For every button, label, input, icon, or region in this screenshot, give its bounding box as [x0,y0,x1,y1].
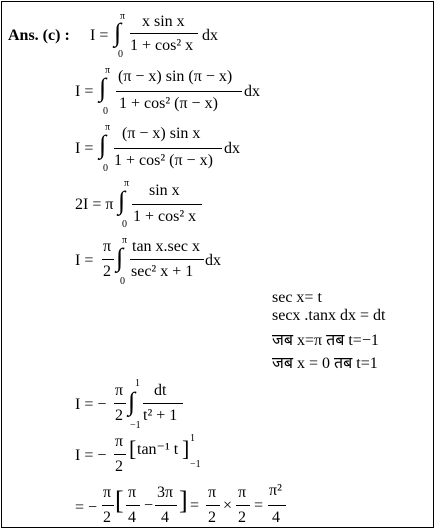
numerator-6: dt [154,382,167,399]
bracket-close-8: ] [179,486,188,515]
coef-den-6: 2 [115,407,123,424]
numerator-4: sin x [149,182,180,199]
coef-num-5: π [103,238,112,255]
equals-8b: = [254,497,264,514]
integral-sign-5: ∫ [116,243,124,272]
substitution-note-2: secx .tanx dx = dt [272,307,386,324]
lower-limit-1: 0 [118,49,123,60]
frac-c-num: π [208,484,217,501]
integral-sign-3: ∫ [99,130,107,159]
eval-upper-7: 1 [190,433,195,444]
arctan-term: tan⁻¹ t [137,441,179,458]
frac-d-den: 2 [238,509,246,526]
numerator-3: (π − x) sin x [122,125,201,142]
upper-limit-6: 1 [135,378,140,389]
differential-5: dx [205,252,221,269]
frac-e-num: π² [269,482,282,499]
frac-c-den: 2 [208,509,216,526]
times-sign: × [223,497,233,514]
coef-bar-5 [102,259,114,260]
frac-a-den: 4 [128,509,136,526]
eq3-lhs: I = [75,140,94,157]
eq4-lhs: 2I = π [75,196,114,213]
lower-limit-2: 0 [103,106,108,117]
integral-sign-4: ∫ [118,186,126,215]
bracket-open-7: [ [129,436,137,461]
limit-note-2: जब x = 0 तब t=1 [272,355,378,372]
coef-den-8: 2 [103,509,111,526]
lower-limit-3: 0 [103,163,108,174]
coef-den-5: 2 [103,263,111,280]
answer-box [1,1,434,528]
coef-bar-6 [114,403,126,404]
eval-lower-7: −1 [190,459,201,470]
frac-d-num: π [238,484,247,501]
eq2-lhs: I = [75,83,94,100]
upper-limit-3: π [105,122,111,133]
numerator-5: tan x.sec x [132,238,200,255]
upper-limit-1: π [120,11,126,22]
substitution-note-1: sec x= t [272,289,322,306]
lower-limit-5: 0 [120,276,125,287]
coef-num-6: π [115,382,124,399]
eq6-lhs: I = − [75,396,107,413]
lower-limit-6: −1 [130,420,141,431]
frac-a-bar [126,505,140,506]
upper-limit-5: π [122,235,128,246]
integral-sign-6: ∫ [128,387,136,416]
eq7-lhs: I = − [75,447,107,464]
denominator-4: 1 + cos² x [133,208,197,225]
fraction-bar-5 [130,259,204,260]
denominator-6: t² + 1 [143,407,178,424]
numerator-2: (π − x) sin (π − x) [118,68,233,85]
fraction-bar-3 [114,148,222,149]
eq1-lhs: I = [90,27,109,44]
lower-limit-4: 0 [122,219,127,230]
bracket-close-7: ] [182,436,190,461]
differential-3: dx [224,140,240,157]
frac-b-num: 3π [157,484,174,501]
coef-num-8: π [103,484,112,501]
denominator-1: 1 + cos² x [130,37,194,54]
denominator-5: sec² x + 1 [131,263,194,280]
integral-sign-1: ∫ [114,18,122,47]
coef-num-7: π [115,433,124,450]
integral-sign-2: ∫ [99,73,107,102]
differential-1: dx [202,27,218,44]
fraction-bar-1 [130,33,198,34]
coef-bar-8 [102,505,114,506]
fraction-bar-2 [116,91,242,92]
limit-note-1: जब x=π तब t=−1 [272,332,379,349]
upper-limit-4: π [124,178,130,189]
eq5-lhs: I = [75,252,94,269]
eq8-lhs: = − [75,499,98,516]
coef-bar-7 [114,454,126,455]
fraction-bar-4 [132,204,202,205]
frac-b-bar [155,505,177,506]
frac-b-den: 4 [161,509,169,526]
minus-sign-8: − [144,497,154,514]
frac-e-bar [268,505,286,506]
fraction-bar-6 [143,403,183,404]
frac-c-bar [206,505,220,506]
answer-label: Ans. (c) : [8,27,70,44]
denominator-3: 1 + cos² (π − x) [114,152,213,169]
upper-limit-2: π [105,65,111,76]
frac-a-num: π [128,484,137,501]
frac-e-den: 4 [272,509,280,526]
denominator-2: 1 + cos² (π − x) [119,95,218,112]
differential-2: dx [244,83,260,100]
frac-d-bar [236,505,250,506]
numerator-1: x sin x [142,13,185,30]
bracket-open-8: [ [115,486,124,515]
coef-den-7: 2 [115,458,123,475]
equals-8a: = [190,497,200,514]
